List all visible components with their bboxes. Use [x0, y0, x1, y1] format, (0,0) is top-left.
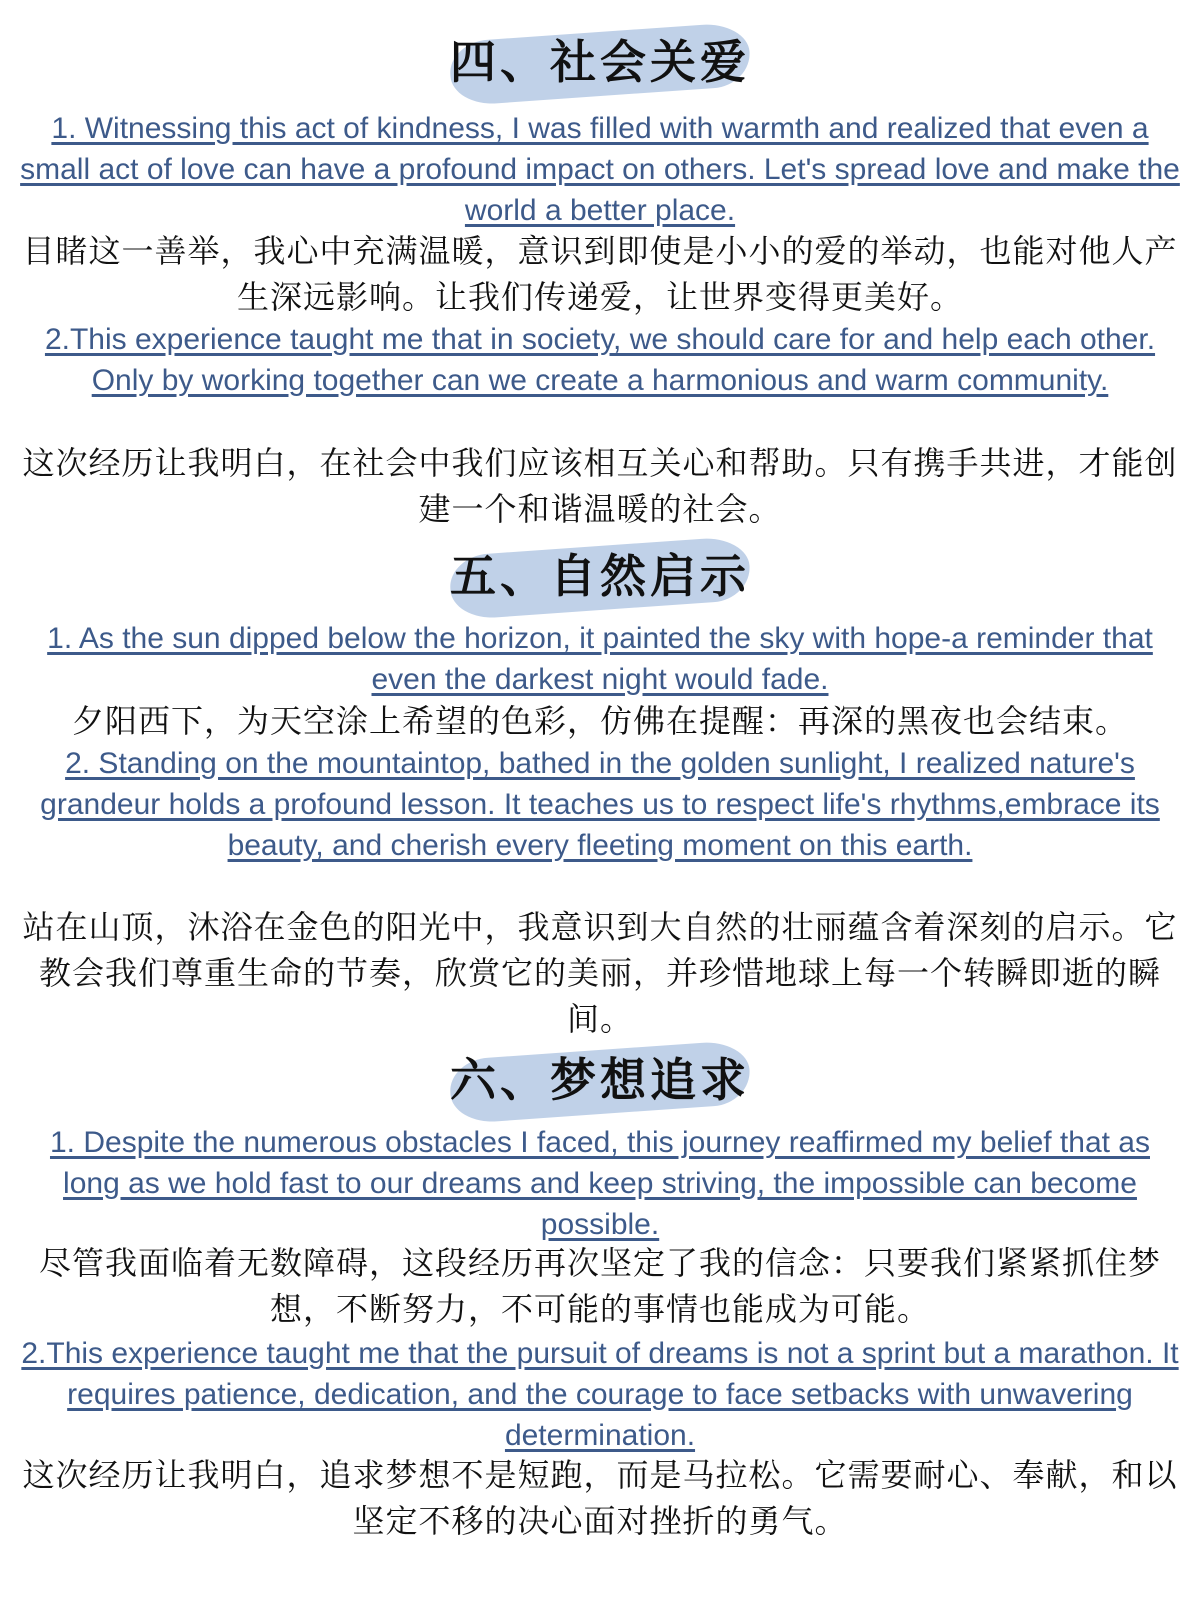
- english-paragraph: 2. Standing on the mountaintop, bathed in the golden sunlight, I realized nature's grandeur holds a profound lesson. It teaches us to respect life's rhythms,embrace its beauty, and cherish every fleeting moment on this earth.: [40, 747, 1160, 862]
- chinese-paragraph: 站在山顶，沐浴在金色的阳光中，我意识到大自然的壮丽蕴含着深刻的启示。它教会我们尊重生命的节奏，欣赏它的美丽，并珍惜地球上每一个转瞬即逝的瞬间。: [22, 908, 1178, 1038]
- section-title: 五、自然启示: [450, 549, 750, 603]
- section-title: 四、社会关爱: [450, 35, 750, 89]
- english-paragraph: 1. Witnessing this act of kindness, I was filled with warmth and realized that even a small act of love can have a profound impact on others. Let's spread love and make the world a better place.: [20, 112, 1180, 227]
- english-paragraph: 1. Despite the numerous obstacles I faced, this journey reaffirmed my belief that as long as we hold fast to our dreams and keep striving, the impossible can become possible.: [49, 1126, 1150, 1241]
- chinese-paragraph: 夕阳西下，为天空涂上希望的色彩，仿佛在提醒：再深的黑夜也会结束。: [71, 702, 1128, 740]
- section-heading-nature-insight: [0, 536, 1200, 616]
- english-paragraph: 2.This experience taught me that in society, we should care for and help each other. Only by working together can we create a harmonious and warm community.: [44, 323, 1156, 397]
- chinese-paragraph: 目睹这一善举，我心中充满温暖，意识到即使是小小的爱的举动，也能对他人产生深远影响。让我们传递爱，让世界变得更美好。: [22, 232, 1178, 316]
- chinese-paragraph: 这次经历让我明白，追求梦想不是短跑，而是马拉松。它需要耐心、奉献，和以坚定不移的决心面对挫折的勇气。: [22, 1456, 1178, 1540]
- section-heading-social-care: [0, 22, 1200, 102]
- section-title: 六、梦想追求: [450, 1053, 750, 1107]
- english-paragraph: 2.This experience taught me that the pursuit of dreams is not a sprint but a marathon. It requires patience, dedication, and the courage to face setbacks with unwavering determination.: [21, 1337, 1179, 1452]
- english-paragraph: 1. As the sun dipped below the horizon, it painted the sky with hope-a reminder that even the darkest night would fade.: [47, 622, 1153, 696]
- chinese-paragraph: 尽管我面临着无数障碍，这段经历再次坚定了我的信念：只要我们紧紧抓住梦想，不断努力，不可能的事情也能成为可能。: [38, 1244, 1161, 1328]
- section-heading-dream-pursuit: [0, 1040, 1200, 1120]
- chinese-paragraph: 这次经历让我明白，在社会中我们应该相互关心和帮助。只有携手共进，才能创建一个和谐温暖的社会。: [22, 444, 1178, 528]
